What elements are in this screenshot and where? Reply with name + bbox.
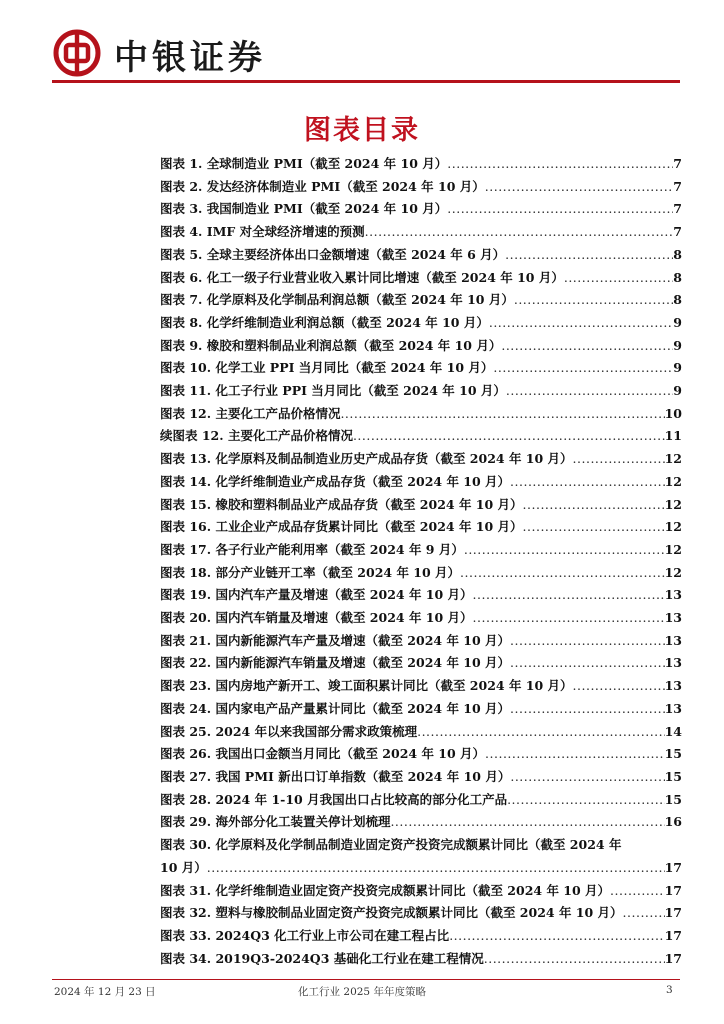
toc-entry[interactable] [160,630,682,653]
header-rule [52,80,680,83]
toc-entry[interactable] [160,176,682,199]
toc-entry[interactable] [160,834,682,879]
toc-entry-label: 图表 26. 我国出口金额当月同比（截至 2024 年 10 月） [160,746,486,762]
toc-entry-label: 图表 21. 国内新能源汽车产量及增速（截至 2024 年 10 月） [160,632,511,648]
toc-leader-dots [623,902,665,925]
toc-entry[interactable] [160,312,682,335]
toc-entry[interactable] [160,743,682,766]
toc-entry-page: 17 [664,950,682,966]
toc-entry[interactable] [160,221,682,244]
toc-entry-page: 15 [664,746,682,762]
toc-entry-page: 17 [664,882,682,898]
toc-entry[interactable] [160,811,682,834]
toc-entry-line2 [160,857,682,880]
toc-entry[interactable] [160,675,682,698]
toc-leader-dots [207,857,665,880]
toc-entry[interactable] [160,607,682,630]
toc-entry-label: 图表 31. 化学纤维制造业固定资产投资完成额累计同比（截至 2024 年 10 月） [160,882,611,898]
toc-entry-label: 图表 23. 国内房地产新开工、竣工面积累计同比（截至 2024 年 10 月） [160,678,573,694]
toc-entry-label: 图表 14. 化学纤维制造业产成品存货（截至 2024 年 10 月） [160,473,511,489]
toc-entry[interactable] [160,448,682,471]
toc-entry-page: 17 [664,905,682,921]
toc-leader-dots [501,335,673,358]
toc-entry-page: 8 [673,246,682,262]
toc-entry-page: 9 [673,360,682,376]
toc-entry-page: 15 [664,768,682,784]
toc-leader-dots [573,675,665,698]
bank-of-china-logo-icon [52,28,102,78]
toc-entry[interactable] [160,880,682,903]
footer-page-number: 3 [666,984,673,996]
toc-entry-page: 7 [673,224,682,240]
toc-entry[interactable] [160,153,682,176]
toc-entry-label: 图表 25. 2024 年以来我国部分需求政策梳理 [160,723,418,739]
toc-entry-label: 图表 4. IMF 对全球经济增速的预测 [160,224,365,240]
toc-leader-dots [507,789,665,812]
toc-leader-dots [447,198,673,221]
toc-entry[interactable] [160,494,682,517]
toc-leader-dots [493,357,673,380]
toc-entry-label: 图表 17. 各子行业产能利用率（截至 2024 年 9 月） [160,541,464,557]
toc-entry[interactable] [160,948,682,971]
toc-entry-page: 10 [664,405,682,421]
toc-leader-dots [485,743,665,766]
toc-entry-page: 12 [664,564,682,580]
toc-leader-dots [365,221,674,244]
toc-entry-page: 9 [673,314,682,330]
footer-rule [52,979,680,980]
toc-entry-label: 图表 20. 国内汽车销量及增速（截至 2024 年 10 月） [160,610,473,626]
toc-leader-dots [353,425,665,448]
toc-entry[interactable] [160,471,682,494]
toc-entry[interactable] [160,198,682,221]
toc-entry[interactable] [160,766,682,789]
toc-entry-page: 11 [664,428,682,444]
toc-entry[interactable] [160,516,682,539]
toc-entry-label: 图表 2. 发达经济体制造业 PMI（截至 2024 年 10 月） [160,178,485,194]
toc-entry[interactable] [160,289,682,312]
toc-entry-page: 12 [664,496,682,512]
toc-entry-page: 15 [664,791,682,807]
toc-leader-dots [510,698,665,721]
toc-entry-page: 13 [664,632,682,648]
toc-entry[interactable] [160,335,682,358]
toc-entry[interactable] [160,403,682,426]
toc-entry-label: 图表 34. 2019Q3-2024Q3 基础化工行业在建工程情况 [160,950,484,966]
toc-entry-page: 7 [673,178,682,194]
footer-doc-title: 化工行业 2025 年年度策略 [298,986,426,998]
toc-entry[interactable] [160,721,682,744]
toc-entry-label: 图表 19. 国内汽车产量及增速（截至 2024 年 10 月） [160,587,473,603]
toc-entry-page: 17 [664,859,682,875]
toc-entry-page: 14 [664,723,682,739]
toc-leader-dots [417,721,665,744]
toc-entry[interactable] [160,925,682,948]
toc-leader-dots [510,630,665,653]
toc-entry-page: 12 [664,451,682,467]
toc-entry-page: 17 [664,927,682,943]
toc-leader-dots [449,925,664,948]
footer-date: 2024 年 12 月 23 日 [54,986,156,998]
toc-entry[interactable] [160,267,682,290]
toc-leader-dots [510,766,664,789]
toc-leader-dots [510,652,665,675]
toc-leader-dots [447,153,673,176]
toc-entry-label: 图表 5. 全球主要经济体出口金额增速（截至 2024 年 6 月） [160,246,506,262]
toc-entry-label: 图表 1. 全球制造业 PMI（截至 2024 年 10 月） [160,156,448,171]
toc-entry-label: 图表 12. 主要化工产品价格情况 [160,405,341,421]
toc-entry-label: 图表 15. 橡胶和塑料制品业产成品存货（截至 2024 年 10 月） [160,496,523,512]
toc-entry[interactable] [160,539,682,562]
toc-leader-dots [573,448,665,471]
page-title: 图表目录 [304,115,420,146]
toc-entry-label-cont: 10 月） [160,859,207,875]
toc-leader-dots [523,494,665,517]
toc-entry[interactable] [160,902,682,925]
toc-leader-dots [473,584,665,607]
toc-entry-label: 图表 24. 国内家电产品产量累计同比（截至 2024 年 10 月） [160,700,511,716]
toc-leader-dots [485,176,674,199]
toc-entry-page: 13 [664,587,682,603]
toc-entry-page: 8 [673,269,682,285]
toc-leader-dots [464,539,665,562]
toc-entry-label: 图表 10. 化学工业 PPI 当月同比（截至 2024 年 10 月） [160,360,494,376]
toc-entry-page: 12 [664,473,682,489]
toc-leader-dots [460,562,665,585]
toc-entry-page: 9 [673,337,682,353]
toc-entry[interactable] [160,652,682,675]
toc-leader-dots [390,811,664,834]
toc-leader-dots [473,607,665,630]
toc-leader-dots [610,880,665,903]
toc-entry-label: 图表 11. 化工子行业 PPI 当月同比（截至 2024 年 10 月） [160,383,506,399]
toc-entry-page: 16 [664,814,682,830]
brand-name: 中银证券 [114,38,266,78]
toc-leader-dots [484,948,665,971]
toc-entry[interactable] [160,244,682,267]
toc-entry-page: 13 [664,610,682,626]
toc-entry[interactable] [160,789,682,812]
toc-entry-label: 图表 33. 2024Q3 化工行业上市公司在建工程占比 [160,927,450,943]
toc-entry-page: 12 [664,519,682,535]
toc-entry-label: 图表 32. 塑料与橡胶制品业固定资产投资完成额累计同比（截至 2024 年 10 月） [160,905,623,921]
toc-entry-page: 8 [673,292,682,308]
toc-leader-dots [510,471,665,494]
toc-leader-dots [506,380,673,403]
toc-entry-label: 图表 3. 我国制造业 PMI（截至 2024 年 10 月） [160,201,448,217]
toc-entry-label: 图表 30. 化学原料及化学制品制造业固定资产投资完成额累计同比（截至 2024 年 [160,837,622,853]
toc-entry-label: 续图表 12. 主要化工产品价格情况 [160,428,353,444]
toc-entry-page: 9 [673,383,682,399]
toc-entry[interactable] [160,425,682,448]
toc-entry-page: 13 [664,678,682,694]
toc-entry[interactable] [160,380,682,403]
toc-leader-dots [523,516,665,539]
toc-entry[interactable] [160,698,682,721]
toc-entry[interactable] [160,562,682,585]
toc-entry-page: 12 [664,541,682,557]
header [52,26,682,80]
toc-entry-label: 图表 8. 化学纤维制造业利润总额（截至 2024 年 10 月） [160,314,489,330]
toc-leader-dots [340,403,664,426]
toc-entry-label: 图表 18. 部分产业链开工率（截至 2024 年 10 月） [160,564,461,580]
toc-entry-page: 13 [664,700,682,716]
toc-list [160,153,682,970]
toc-entry[interactable] [160,357,682,380]
toc-entry-label: 图表 7. 化学原料及化学制品利润总额（截至 2024 年 10 月） [160,292,514,308]
toc-entry-page: 13 [664,655,682,671]
toc-entry-label: 图表 9. 橡胶和塑料制品业利润总额（截至 2024 年 10 月） [160,337,502,353]
toc-entry-page: 7 [673,156,682,171]
toc-entry-label: 图表 27. 我国 PMI 新出口订单指数（截至 2024 年 10 月） [160,768,511,784]
toc-entry-label: 图表 22. 国内新能源汽车销量及增速（截至 2024 年 10 月） [160,655,511,671]
toc-leader-dots [489,312,673,335]
toc-leader-dots [564,267,673,290]
toc-entry-label: 图表 6. 化工一级子行业营业收入累计同比增速（截至 2024 年 10 月） [160,269,564,285]
toc-entry-page: 7 [673,201,682,217]
toc-leader-dots [505,244,673,267]
toc-entry-label: 图表 28. 2024 年 1-10 月我国出口占比较高的部分化工产品 [160,791,508,807]
toc-entry-label: 图表 13. 化学原料及制品制造业历史产成品存货（截至 2024 年 10 月） [160,451,573,467]
toc-leader-dots [514,289,673,312]
toc-entry[interactable] [160,584,682,607]
toc-entry-label: 图表 16. 工业企业产成品存货累计同比（截至 2024 年 10 月） [160,519,523,535]
toc-entry-label: 图表 29. 海外部分化工装置关停计划梳理 [160,814,391,830]
